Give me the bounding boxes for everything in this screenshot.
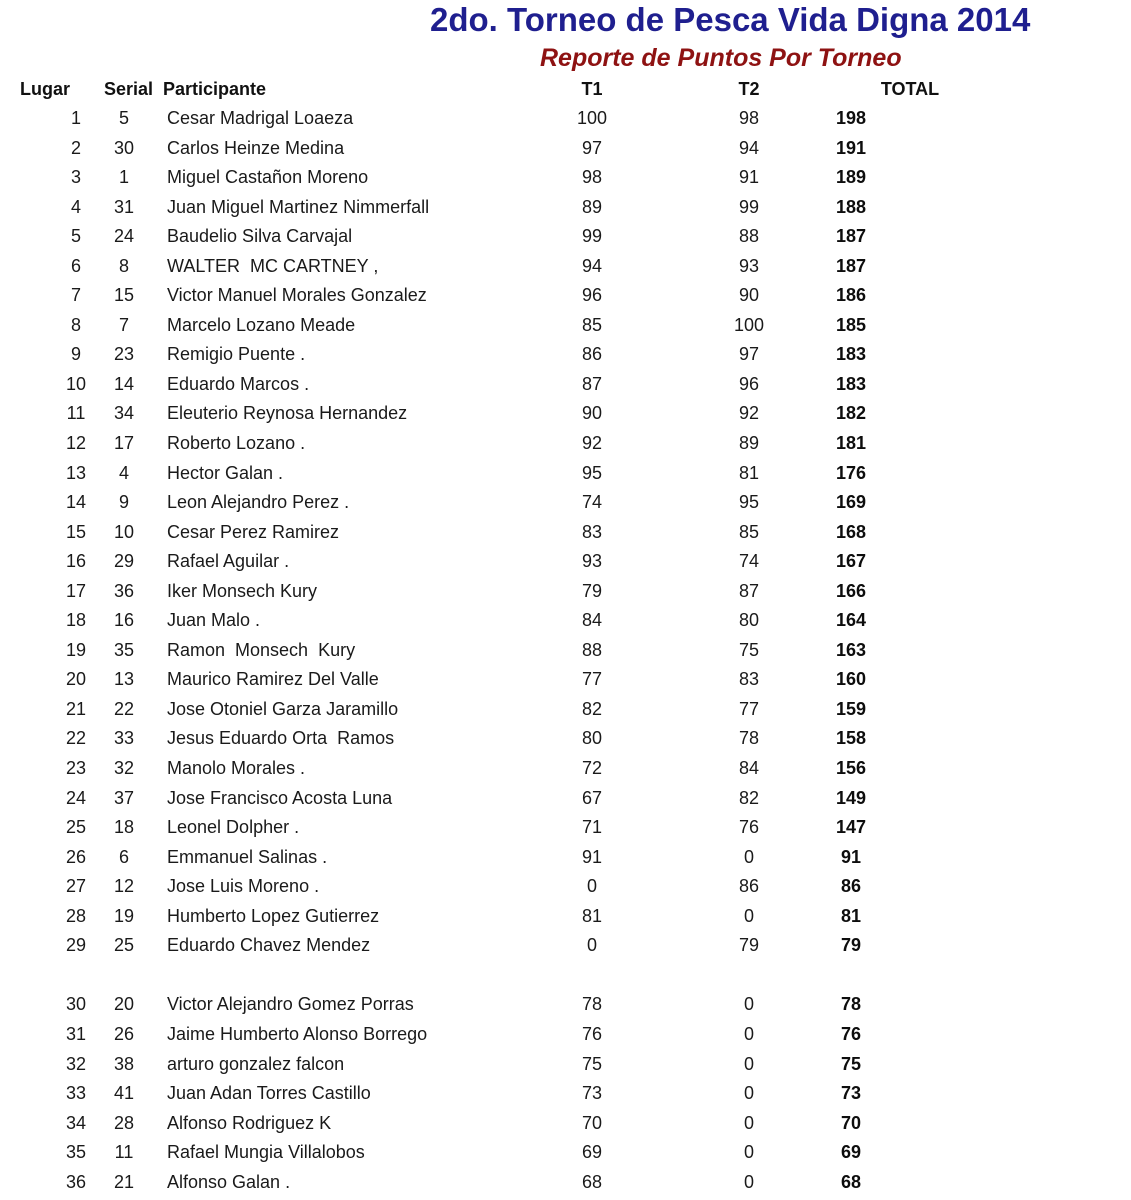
cell-lugar: 14 bbox=[65, 492, 87, 513]
cell-lugar: 25 bbox=[65, 817, 87, 838]
cell-lugar: 12 bbox=[65, 433, 87, 454]
cell-lugar: 13 bbox=[65, 462, 87, 483]
cell-participante: Iker Monsech Kury bbox=[167, 580, 318, 601]
cell-t2: 95 bbox=[738, 492, 760, 513]
cell-participante: Eleuterio Reynosa Hernandez bbox=[167, 403, 408, 424]
cell-t1: 95 bbox=[581, 462, 603, 483]
cell-total: 187 bbox=[835, 255, 867, 276]
table-row bbox=[0, 695, 1131, 725]
table-row bbox=[0, 872, 1131, 902]
cell-participante: Remigio Puente . bbox=[167, 344, 306, 365]
table-row bbox=[0, 1020, 1131, 1050]
cell-t2: 0 bbox=[743, 1112, 754, 1133]
table-header-row bbox=[0, 78, 1131, 100]
cell-serial: 11 bbox=[114, 1142, 134, 1163]
cell-t2: 77 bbox=[738, 698, 760, 719]
cell-participante: Ramon Monsech Kury bbox=[167, 639, 356, 660]
cell-t2: 0 bbox=[743, 1083, 754, 1104]
cell-lugar: 4 bbox=[70, 196, 81, 217]
cell-total: 183 bbox=[835, 373, 867, 394]
cell-participante: Jaime Humberto Alonso Borrego bbox=[167, 1023, 428, 1044]
cell-lugar: 32 bbox=[65, 1053, 87, 1074]
cell-lugar: 34 bbox=[65, 1112, 87, 1133]
cell-participante: arturo gonzalez falcon bbox=[167, 1053, 345, 1074]
cell-total: 181 bbox=[835, 433, 867, 454]
cell-total: 78 bbox=[840, 994, 862, 1015]
cell-serial: 25 bbox=[113, 935, 135, 956]
cell-t1: 96 bbox=[581, 285, 603, 306]
cell-total: 159 bbox=[835, 698, 867, 719]
cell-serial: 6 bbox=[118, 846, 129, 867]
cell-t1: 89 bbox=[581, 196, 603, 217]
cell-t2: 91 bbox=[738, 167, 760, 188]
cell-participante: Eduardo Chavez Mendez bbox=[167, 935, 371, 956]
cell-total: 166 bbox=[835, 580, 867, 601]
cell-participante: Carlos Heinze Medina bbox=[167, 137, 345, 158]
table-row bbox=[0, 754, 1131, 784]
table-row bbox=[0, 104, 1131, 134]
cell-lugar: 16 bbox=[65, 551, 87, 572]
cell-serial: 41 bbox=[113, 1083, 135, 1104]
cell-participante: Juan Miguel Martinez Nimmerfall bbox=[167, 196, 430, 217]
cell-t2: 89 bbox=[738, 433, 760, 454]
cell-total: 182 bbox=[835, 403, 867, 424]
table-row bbox=[0, 547, 1131, 577]
table-row bbox=[0, 340, 1131, 370]
cell-t1: 83 bbox=[581, 521, 603, 542]
header-t1: T1 bbox=[581, 79, 603, 99]
cell-participante: Leonel Dolpher . bbox=[167, 817, 300, 838]
cell-t1: 79 bbox=[581, 580, 603, 601]
cell-total: 156 bbox=[835, 758, 867, 779]
cell-t1: 84 bbox=[581, 610, 603, 631]
cell-t2: 0 bbox=[743, 1171, 754, 1192]
cell-lugar: 5 bbox=[70, 226, 81, 247]
table-row bbox=[0, 724, 1131, 754]
cell-participante: Hector Galan . bbox=[167, 462, 284, 483]
table-row bbox=[0, 518, 1131, 548]
table-row bbox=[0, 1168, 1131, 1198]
cell-serial: 28 bbox=[113, 1112, 135, 1133]
cell-t1: 82 bbox=[581, 698, 603, 719]
cell-lugar: 10 bbox=[65, 373, 87, 394]
cell-t1: 0 bbox=[586, 876, 597, 897]
table-row bbox=[0, 990, 1131, 1020]
cell-t2: 0 bbox=[743, 1023, 754, 1044]
header-participante: Participante bbox=[163, 79, 267, 99]
cell-t1: 78 bbox=[581, 994, 603, 1015]
table-row bbox=[0, 252, 1131, 282]
cell-lugar: 3 bbox=[70, 167, 81, 188]
cell-serial: 10 bbox=[113, 521, 135, 542]
cell-participante: Maurico Ramirez Del Valle bbox=[167, 669, 379, 690]
cell-total: 163 bbox=[835, 639, 867, 660]
cell-participante: Marcelo Lozano Meade bbox=[167, 314, 356, 335]
cell-lugar: 21 bbox=[65, 698, 87, 719]
cell-t1: 90 bbox=[581, 403, 603, 424]
cell-total: 188 bbox=[835, 196, 867, 217]
table-row bbox=[0, 1050, 1131, 1080]
cell-t1: 99 bbox=[581, 226, 603, 247]
table-row bbox=[0, 636, 1131, 666]
cell-serial: 17 bbox=[113, 433, 135, 454]
cell-t2: 78 bbox=[738, 728, 760, 749]
cell-serial: 18 bbox=[113, 817, 135, 838]
cell-serial: 23 bbox=[113, 344, 135, 365]
cell-total: 191 bbox=[835, 137, 867, 158]
cell-t2: 0 bbox=[743, 905, 754, 926]
header-lugar: Lugar bbox=[20, 79, 71, 99]
table-row bbox=[0, 843, 1131, 873]
cell-t2: 79 bbox=[738, 935, 760, 956]
cell-serial: 19 bbox=[113, 905, 135, 926]
table-row bbox=[0, 281, 1131, 311]
cell-t1: 94 bbox=[581, 255, 603, 276]
cell-total: 70 bbox=[840, 1112, 862, 1133]
cell-lugar: 8 bbox=[70, 314, 81, 335]
cell-serial: 29 bbox=[113, 551, 135, 572]
cell-t1: 86 bbox=[581, 344, 603, 365]
header-total: TOTAL bbox=[880, 79, 940, 99]
cell-serial: 36 bbox=[113, 580, 135, 601]
cell-total: 86 bbox=[840, 876, 862, 897]
cell-participante: Roberto Lozano . bbox=[167, 433, 306, 454]
cell-participante: Cesar Madrigal Loaeza bbox=[167, 108, 354, 128]
cell-lugar: 7 bbox=[70, 285, 81, 306]
cell-t2: 87 bbox=[738, 580, 760, 601]
cell-serial: 8 bbox=[118, 255, 129, 276]
table-row bbox=[0, 222, 1131, 252]
cell-total: 168 bbox=[835, 521, 867, 542]
cell-t2: 81 bbox=[738, 462, 760, 483]
cell-t2: 0 bbox=[743, 1142, 754, 1163]
cell-total: 69 bbox=[840, 1142, 862, 1163]
cell-t1: 77 bbox=[581, 669, 603, 690]
cell-lugar: 36 bbox=[65, 1171, 87, 1192]
table-row bbox=[0, 370, 1131, 400]
table-row bbox=[0, 193, 1131, 223]
cell-t1: 93 bbox=[581, 551, 603, 572]
cell-serial: 7 bbox=[118, 314, 129, 335]
cell-serial: 4 bbox=[118, 462, 129, 483]
cell-serial: 33 bbox=[113, 728, 135, 749]
cell-lugar: 23 bbox=[65, 758, 87, 779]
page-title: 2do. Torneo de Pesca Vida Digna 2014 bbox=[430, 1, 1031, 38]
cell-t2: 76 bbox=[738, 817, 760, 838]
cell-total: 164 bbox=[835, 610, 867, 631]
cell-lugar: 2 bbox=[70, 137, 81, 158]
cell-participante: Cesar Perez Ramirez bbox=[167, 521, 340, 542]
cell-t2: 86 bbox=[738, 876, 760, 897]
cell-t1: 97 bbox=[581, 137, 603, 158]
cell-total: 73 bbox=[840, 1083, 862, 1104]
table-row bbox=[0, 577, 1131, 607]
cell-lugar: 24 bbox=[65, 787, 87, 808]
cell-lugar: 18 bbox=[65, 610, 87, 631]
cell-total: 176 bbox=[835, 462, 867, 483]
cell-total: 160 bbox=[835, 669, 867, 690]
cell-lugar: 17 bbox=[65, 580, 87, 601]
cell-serial: 21 bbox=[113, 1171, 135, 1192]
cell-participante: Jose Francisco Acosta Luna bbox=[167, 787, 393, 808]
cell-t2: 96 bbox=[738, 373, 760, 394]
cell-serial: 30 bbox=[113, 137, 135, 158]
cell-serial: 24 bbox=[113, 226, 135, 247]
cell-lugar: 35 bbox=[65, 1142, 87, 1163]
table-row bbox=[0, 1138, 1131, 1168]
cell-total: 183 bbox=[835, 344, 867, 365]
cell-serial: 5 bbox=[118, 108, 129, 128]
cell-total: 149 bbox=[835, 787, 867, 808]
cell-participante: Rafael Mungia Villalobos bbox=[167, 1142, 365, 1163]
cell-t2: 92 bbox=[738, 403, 760, 424]
cell-total: 185 bbox=[835, 314, 867, 335]
cell-total: 198 bbox=[835, 108, 867, 128]
cell-lugar: 15 bbox=[65, 521, 87, 542]
cell-total: 75 bbox=[840, 1053, 862, 1074]
table-row bbox=[0, 1109, 1131, 1139]
cell-total: 68 bbox=[840, 1171, 862, 1192]
cell-t1: 67 bbox=[581, 787, 603, 808]
cell-serial: 26 bbox=[113, 1023, 135, 1044]
cell-lugar: 33 bbox=[65, 1083, 87, 1104]
cell-total: 187 bbox=[835, 226, 867, 247]
cell-total: 81 bbox=[840, 905, 862, 926]
table-row bbox=[0, 606, 1131, 636]
cell-total: 169 bbox=[835, 492, 867, 513]
cell-lugar: 11 bbox=[66, 403, 86, 424]
cell-t2: 99 bbox=[738, 196, 760, 217]
cell-t2: 84 bbox=[738, 758, 760, 779]
cell-t1: 81 bbox=[581, 905, 603, 926]
cell-serial: 15 bbox=[113, 285, 135, 306]
cell-t1: 80 bbox=[581, 728, 603, 749]
cell-total: 147 bbox=[835, 817, 867, 838]
cell-total: 79 bbox=[840, 935, 862, 956]
cell-serial: 1 bbox=[118, 167, 129, 188]
cell-t1: 75 bbox=[581, 1053, 603, 1074]
table-row bbox=[0, 429, 1131, 459]
cell-lugar: 1 bbox=[70, 108, 81, 128]
table-row bbox=[0, 399, 1131, 429]
cell-participante: Rafael Aguilar . bbox=[167, 551, 290, 572]
cell-t1: 70 bbox=[581, 1112, 603, 1133]
cell-t1: 74 bbox=[581, 492, 603, 513]
cell-t1: 88 bbox=[581, 639, 603, 660]
cell-t2: 94 bbox=[738, 137, 760, 158]
cell-serial: 16 bbox=[113, 610, 135, 631]
table-row bbox=[0, 902, 1131, 932]
page-subtitle: Reporte de Puntos Por Torneo bbox=[540, 44, 902, 72]
cell-lugar: 19 bbox=[65, 639, 87, 660]
cell-participante: Juan Adan Torres Castillo bbox=[167, 1083, 371, 1104]
cell-lugar: 31 bbox=[65, 1023, 87, 1044]
cell-participante: Jose Luis Moreno . bbox=[167, 876, 320, 897]
cell-participante: Emmanuel Salinas . bbox=[167, 846, 328, 867]
cell-total: 189 bbox=[835, 167, 867, 188]
cell-participante: Jose Otoniel Garza Jaramillo bbox=[167, 698, 399, 719]
cell-serial: 20 bbox=[113, 994, 135, 1015]
cell-lugar: 26 bbox=[65, 846, 87, 867]
cell-lugar: 22 bbox=[65, 728, 87, 749]
cell-serial: 22 bbox=[113, 698, 135, 719]
cell-participante: Miguel Castañon Moreno bbox=[167, 167, 369, 188]
cell-serial: 31 bbox=[113, 196, 135, 217]
cell-t2: 88 bbox=[738, 226, 760, 247]
cell-serial: 13 bbox=[113, 669, 135, 690]
header-serial: Serial bbox=[104, 79, 154, 99]
cell-t1: 100 bbox=[576, 108, 608, 128]
table-row bbox=[0, 931, 1131, 961]
cell-lugar: 29 bbox=[65, 935, 87, 956]
cell-participante: Victor Alejandro Gomez Porras bbox=[167, 994, 414, 1015]
cell-total: 158 bbox=[835, 728, 867, 749]
cell-t2: 90 bbox=[738, 285, 760, 306]
cell-participante: Eduardo Marcos . bbox=[167, 373, 310, 394]
table-row bbox=[0, 813, 1131, 843]
table-row bbox=[0, 665, 1131, 695]
header-t2: T2 bbox=[738, 79, 760, 99]
cell-t2: 0 bbox=[743, 846, 754, 867]
cell-t1: 68 bbox=[581, 1171, 603, 1192]
cell-participante: Manolo Morales . bbox=[167, 758, 306, 779]
cell-t2: 82 bbox=[738, 787, 760, 808]
table-row bbox=[0, 784, 1131, 814]
cell-t2: 80 bbox=[738, 610, 760, 631]
table-row bbox=[0, 459, 1131, 489]
cell-serial: 9 bbox=[118, 492, 129, 513]
cell-serial: 38 bbox=[113, 1053, 135, 1074]
cell-participante: Victor Manuel Morales Gonzalez bbox=[167, 285, 427, 306]
cell-participante: Leon Alejandro Perez . bbox=[167, 492, 350, 513]
cell-participante: Juan Malo . bbox=[167, 610, 261, 631]
cell-lugar: 9 bbox=[70, 344, 81, 365]
cell-participante: Alfonso Rodriguez K bbox=[167, 1112, 332, 1133]
cell-t1: 69 bbox=[581, 1142, 603, 1163]
cell-t1: 85 bbox=[581, 314, 603, 335]
cell-serial: 34 bbox=[113, 403, 135, 424]
cell-t1: 0 bbox=[586, 935, 597, 956]
cell-participante: Alfonso Galan . bbox=[167, 1171, 291, 1192]
cell-serial: 14 bbox=[113, 373, 135, 394]
table-row bbox=[0, 1079, 1131, 1109]
cell-participante: Jesus Eduardo Orta Ramos bbox=[167, 728, 395, 749]
table-row bbox=[0, 488, 1131, 518]
results-table-body bbox=[0, 104, 1131, 1197]
cell-total: 76 bbox=[840, 1023, 862, 1044]
cell-t1: 73 bbox=[581, 1083, 603, 1104]
cell-t2: 75 bbox=[738, 639, 760, 660]
cell-t1: 71 bbox=[581, 817, 603, 838]
cell-t2: 100 bbox=[733, 314, 765, 335]
cell-total: 91 bbox=[840, 846, 862, 867]
cell-serial: 32 bbox=[113, 758, 135, 779]
cell-lugar: 6 bbox=[70, 255, 81, 276]
cell-t2: 85 bbox=[738, 521, 760, 542]
cell-t1: 91 bbox=[581, 846, 603, 867]
cell-participante: WALTER MC CARTNEY , bbox=[167, 255, 379, 276]
cell-serial: 12 bbox=[113, 876, 135, 897]
cell-t2: 97 bbox=[738, 344, 760, 365]
cell-total: 167 bbox=[835, 551, 867, 572]
cell-t2: 93 bbox=[738, 255, 760, 276]
cell-participante: Humberto Lopez Gutierrez bbox=[167, 905, 380, 926]
table-row bbox=[0, 163, 1131, 193]
cell-t2: 83 bbox=[738, 669, 760, 690]
cell-serial: 37 bbox=[113, 787, 135, 808]
table-row bbox=[0, 311, 1131, 341]
cell-lugar: 28 bbox=[65, 905, 87, 926]
spacer-row bbox=[0, 961, 1131, 991]
cell-t1: 87 bbox=[581, 373, 603, 394]
cell-serial: 35 bbox=[113, 639, 135, 660]
cell-t2: 98 bbox=[738, 108, 760, 128]
cell-t1: 92 bbox=[581, 433, 603, 454]
cell-t2: 0 bbox=[743, 1053, 754, 1074]
table-row bbox=[0, 134, 1131, 164]
cell-lugar: 20 bbox=[65, 669, 87, 690]
cell-t1: 76 bbox=[581, 1023, 603, 1044]
cell-participante: Baudelio Silva Carvajal bbox=[167, 226, 353, 247]
cell-t1: 98 bbox=[581, 167, 603, 188]
cell-lugar: 27 bbox=[65, 876, 87, 897]
cell-t2: 0 bbox=[743, 994, 754, 1015]
cell-t1: 72 bbox=[581, 758, 603, 779]
cell-total: 186 bbox=[835, 285, 867, 306]
cell-t2: 74 bbox=[738, 551, 760, 572]
cell-lugar: 30 bbox=[65, 994, 87, 1015]
